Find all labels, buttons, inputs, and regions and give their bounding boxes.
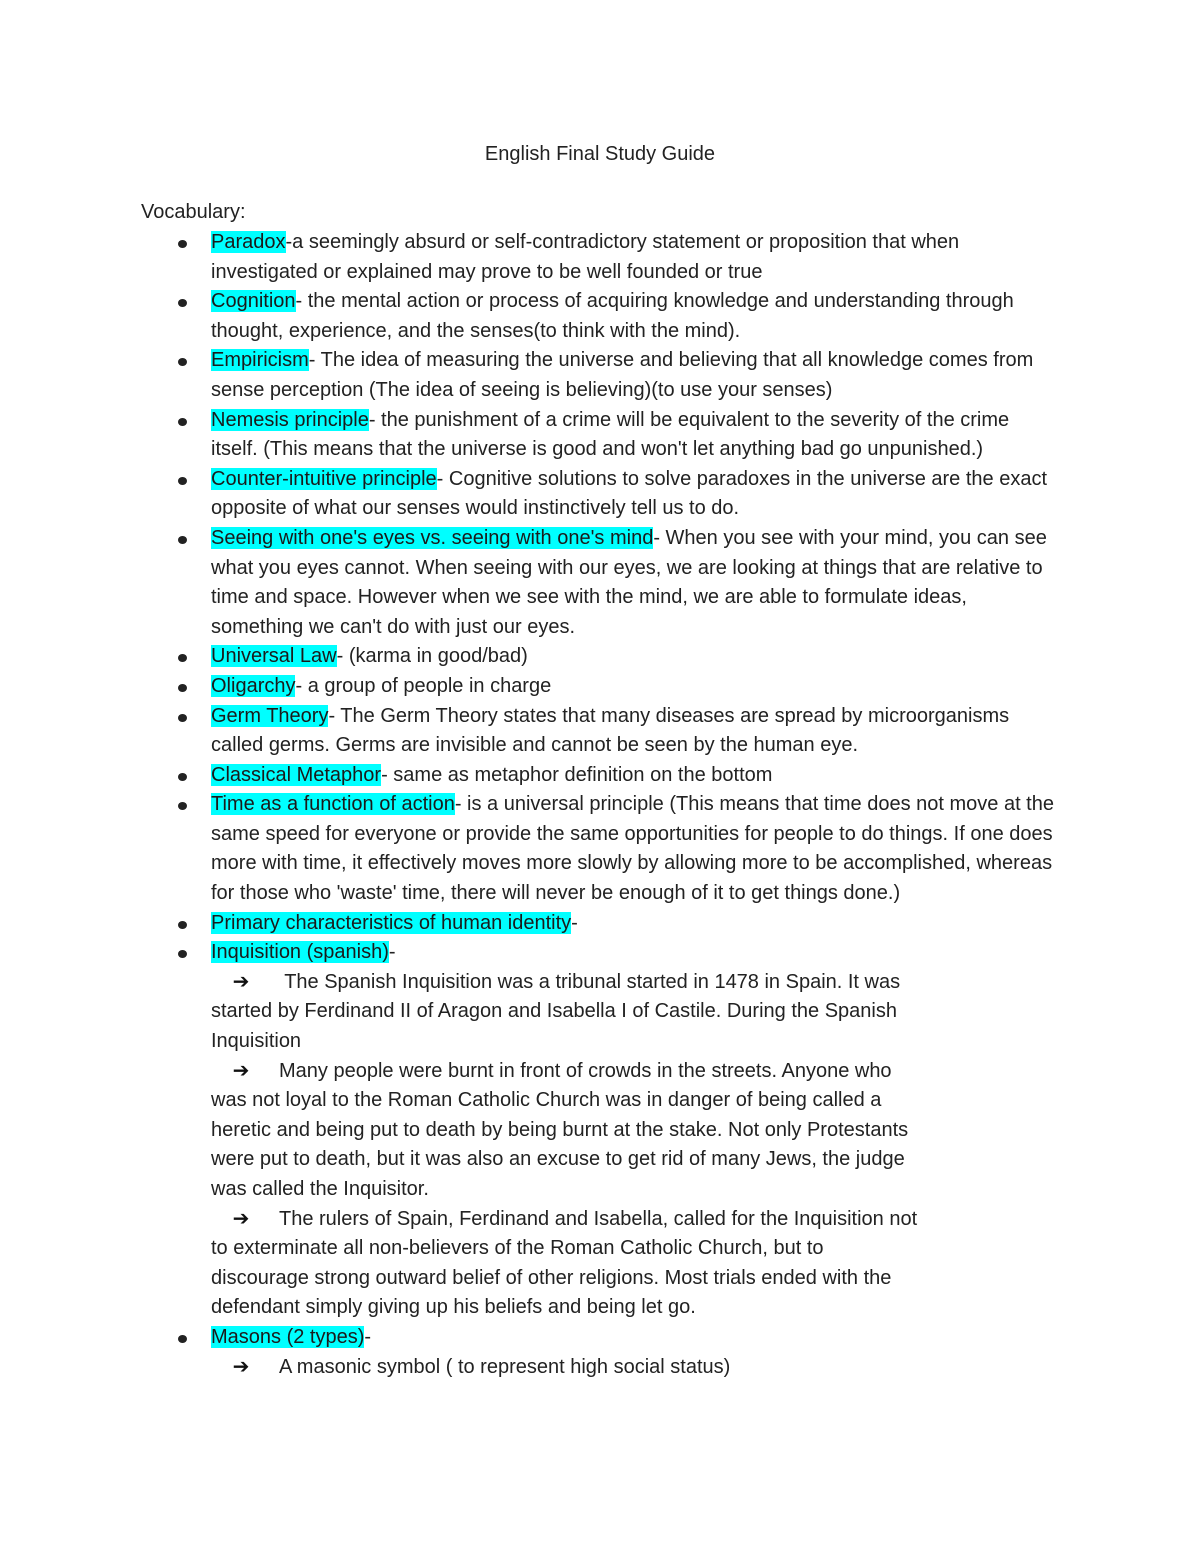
vocab-item-paradox <box>0 228 1200 287</box>
vocab-item-classical-metaphor <box>0 761 1200 791</box>
vocab-definition: -a seemingly absurd or self-contradictory statement or proposition that when investigated or explained may prove to be well founded or true <box>211 231 960 283</box>
bullet-icon <box>178 950 187 958</box>
bullet-icon <box>178 418 187 426</box>
vocab-term: Classical Metaphor <box>211 763 382 786</box>
bullet-icon <box>178 802 187 810</box>
arrow-right-icon: ➔ <box>232 970 250 993</box>
vocab-definition: - same as metaphor definition on the bottom <box>381 763 773 786</box>
document-title: English Final Study Guide <box>484 143 716 165</box>
vocab-item-germ-theory <box>0 702 1200 761</box>
vocab-definition: - (karma in good/bad) <box>336 645 528 668</box>
sub-note-text: The rulers of Spain, Ferdinand and Isabella, called for the Inquisition not to exterminate all non-believers of the Roman Catholic Church, but to discourage strong outward belief of other religions. Most trials ended with the defendant simply giving up his beliefs and being let go. <box>211 1207 918 1319</box>
vocab-item-counter-intuitive-principle <box>0 465 1200 524</box>
arrow-right-icon: ➔ <box>232 1207 250 1230</box>
vocab-term: Empiricism <box>211 349 309 372</box>
section-heading: Vocabulary: <box>141 201 246 223</box>
arrow-right-icon: ➔ <box>232 1059 250 1082</box>
sub-note <box>0 1205 1060 1323</box>
mason-notes <box>0 1353 1060 1383</box>
vocab-definition: - <box>571 911 578 934</box>
bullet-icon <box>178 299 187 307</box>
vocab-term: Universal Law <box>211 645 337 668</box>
sub-note <box>0 1057 1060 1205</box>
vocab-term: Germ Theory <box>211 704 329 727</box>
vocab-definition: - The Germ Theory states that many diseases are spread by microorganisms called germs. Germs are invisible and cannot be seen by the human eye. <box>211 704 1010 757</box>
vocab-definition: - When you see with your mind, you can see what you eyes cannot. When seeing with our eyes, we are looking at things that are relative to time and space. However when we see with the mind, we are able to formulate ideas, something we can't do with just our eyes. <box>211 526 1047 638</box>
bullet-icon <box>178 654 187 662</box>
bullet-icon <box>178 240 187 248</box>
sub-note-text: A masonic symbol ( to represent high social status) <box>279 1355 731 1378</box>
bullet-icon <box>178 1335 187 1343</box>
sub-note <box>0 968 1060 1057</box>
vocab-item-masons <box>0 1323 1200 1382</box>
bullet-icon <box>178 477 187 485</box>
vocab-item-universal-law <box>0 642 1200 672</box>
vocab-item-cognition <box>0 287 1200 346</box>
vocab-term: Primary characteristics of human identity <box>211 911 572 934</box>
vocab-term: Counter-intuitive principle <box>211 467 437 490</box>
inquisition-notes <box>0 968 1060 1323</box>
vocab-definition: - The idea of measuring the universe and believing that all knowledge comes from sense perception (The idea of seeing is believing)(to use your senses) <box>211 349 1034 401</box>
sub-note-text: Many people were burnt in front of crowds in the streets. Anyone who was not loyal to the Roman Catholic Church was in danger of being called a heretic and being put to death by being burnt at the stake. Not only Protestants were put to death, but it was also an excuse to get rid of many Jews, the judge was called the Inquisitor. <box>211 1059 909 1200</box>
vocab-term: Inquisition (spanish) <box>211 941 389 964</box>
vocabulary-list <box>0 228 1200 1382</box>
vocab-item-empiricism <box>0 346 1200 405</box>
bullet-icon <box>178 684 187 692</box>
vocab-term: Nemesis principle <box>211 408 369 431</box>
vocab-term: Paradox <box>211 231 286 253</box>
bullet-icon <box>178 921 187 929</box>
vocab-definition: - <box>364 1325 372 1348</box>
vocab-definition: - the punishment of a crime will be equivalent to the severity of the crime itself. (This means that the universe is good and won't let anything bad go unpunished.) <box>211 408 1010 461</box>
vocab-definition: - <box>388 941 396 964</box>
bullet-icon <box>178 773 187 781</box>
arrow-right-icon: ➔ <box>232 1355 250 1378</box>
vocab-definition: - Cognitive solutions to solve paradoxes in the universe are the exact opposite of what our senses would instinctively tell us to do. <box>211 467 1048 520</box>
vocab-item-time-function-of-action <box>0 790 1200 908</box>
vocab-item-human-identity <box>0 909 1200 939</box>
vocab-item-seeing-eyes-vs-mind <box>0 524 1200 642</box>
bullet-icon <box>178 714 187 722</box>
vocab-definition: - the mental action or process of acquiring knowledge and understanding through thought, experience, and the senses(to think with the mind). <box>211 290 1014 342</box>
sub-note-text: The Spanish Inquisition was a tribunal started in 1478 in Spain. It was started by Ferdinand II of Aragon and Isabella I of Castile. During the Spanish Inquisition <box>211 970 901 1053</box>
vocab-term: Masons (2 types) <box>211 1325 365 1348</box>
bullet-icon <box>178 358 187 366</box>
vocab-term: Time as a function of action <box>211 793 455 816</box>
vocab-item-nemesis-principle <box>0 406 1200 465</box>
vocab-term: Oligarchy <box>211 674 296 697</box>
vocab-item-inquisition <box>0 938 1200 1323</box>
vocab-definition: - is a universal principle (This means that time does not move at the same speed for everyone or provide the same opportunities for people to do things. If one does more with time, it effectively moves more slowly by allowing more to be accomplished, whereas for those who 'waste' time, there will never be enough of it to get things done.) <box>211 793 1054 905</box>
sub-note <box>0 1353 1060 1383</box>
vocab-definition: - a group of people in charge <box>295 674 552 697</box>
bullet-icon <box>178 536 187 544</box>
vocab-term: Seeing with one's eyes vs. seeing with one's mind <box>211 526 654 549</box>
vocab-item-oligarchy <box>0 672 1200 702</box>
vocab-term: Cognition <box>211 290 296 313</box>
